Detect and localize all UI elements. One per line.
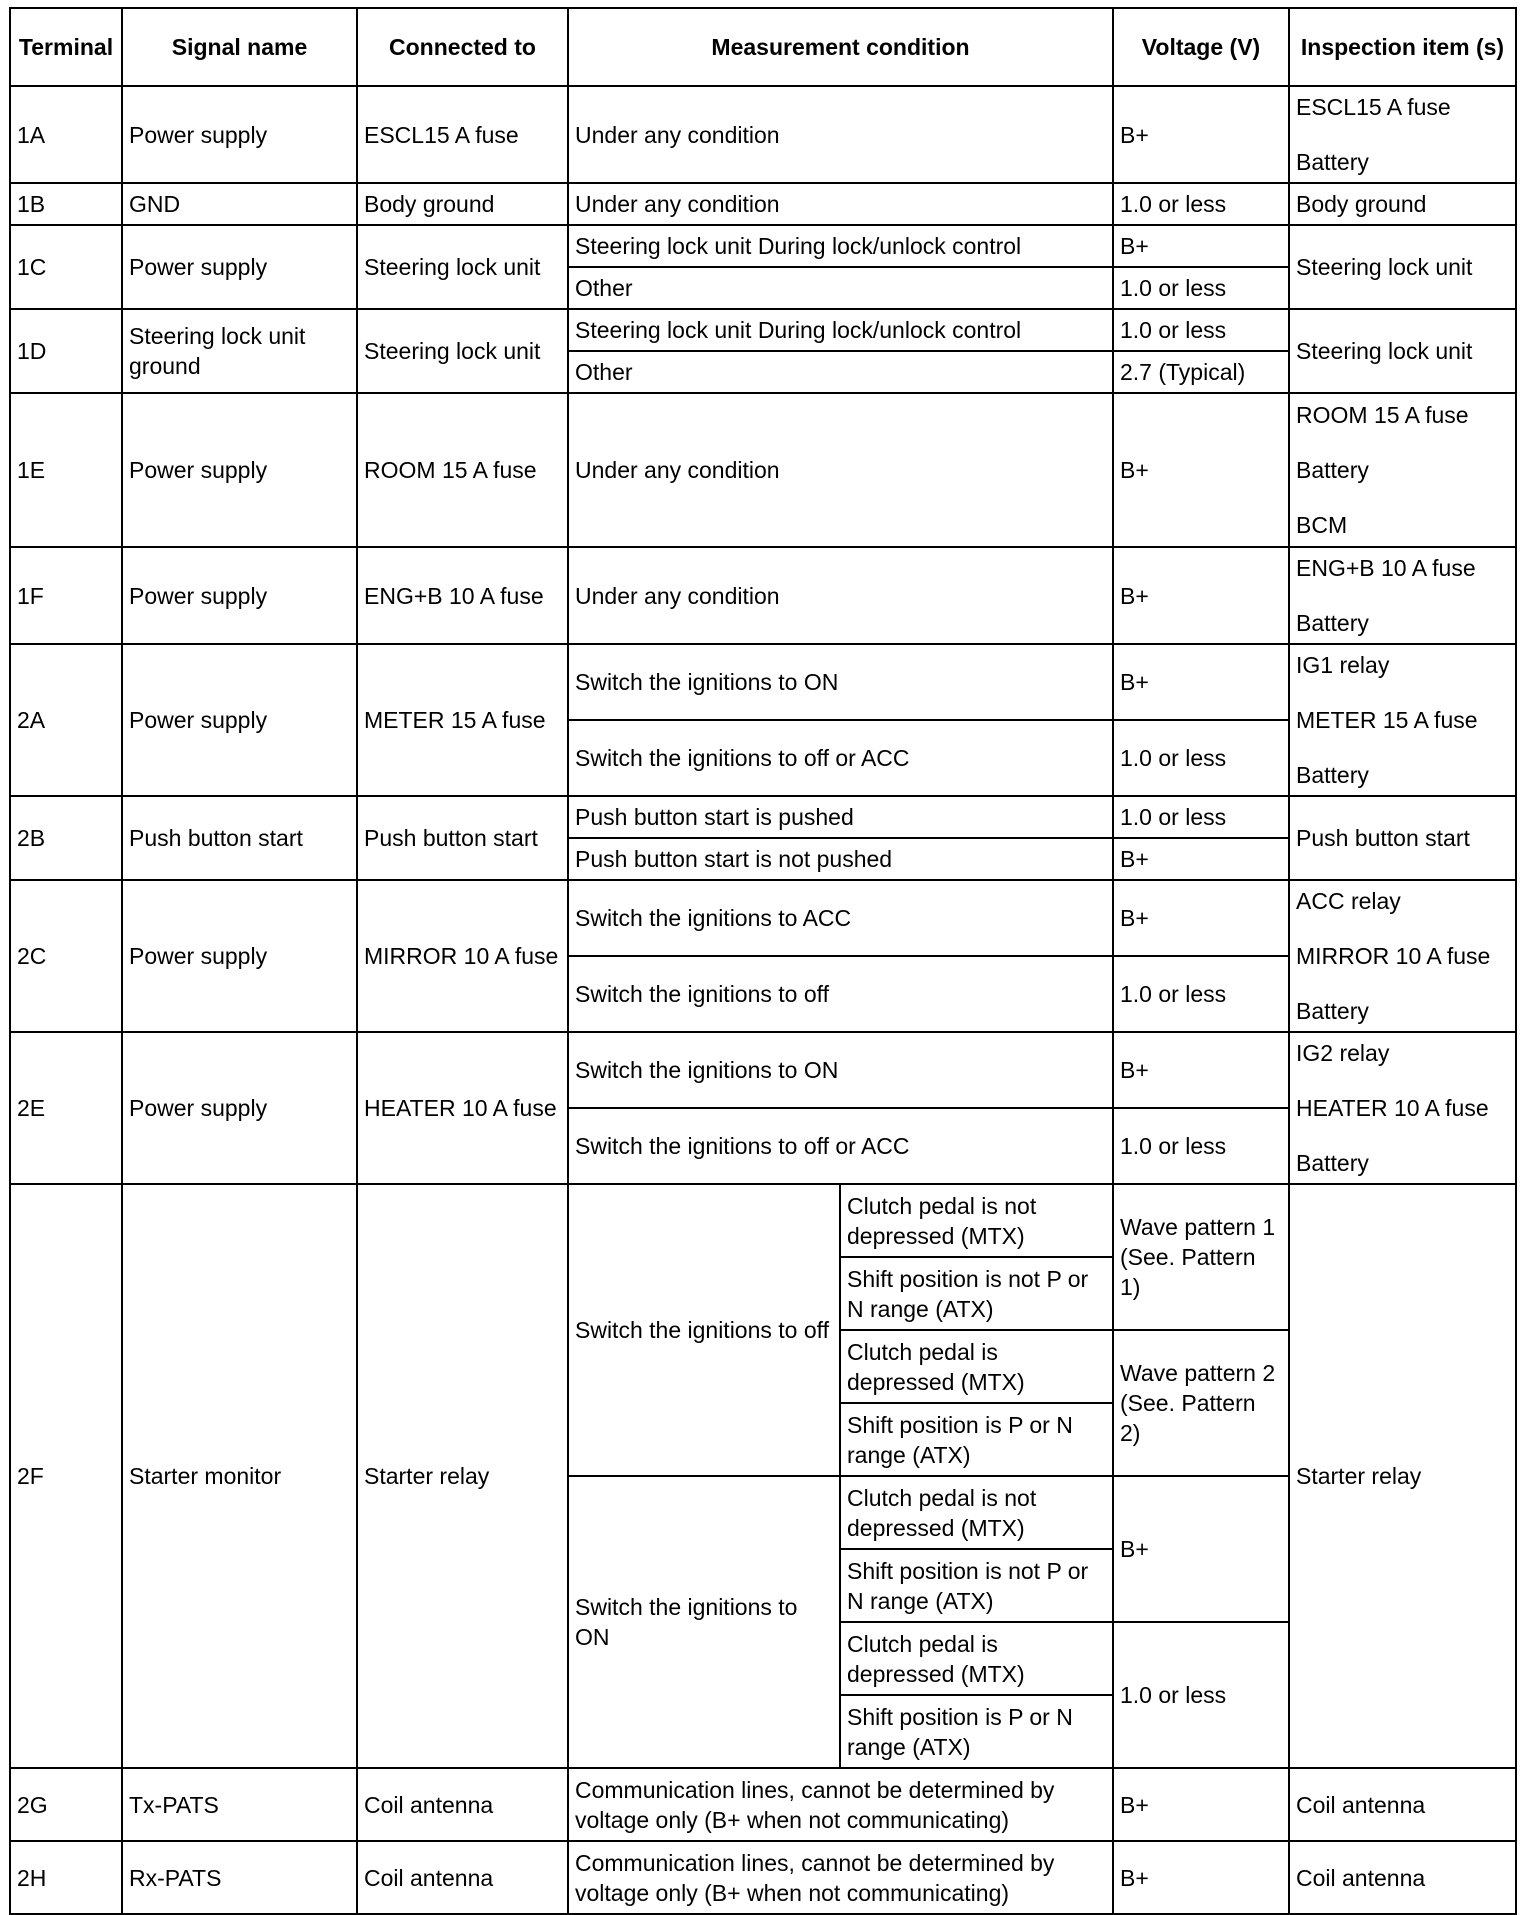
inspection-item: METER 15 A fuse — [1296, 707, 1478, 733]
connected-cell: Coil antenna — [357, 1841, 568, 1914]
table-row — [10, 547, 1516, 644]
table-row — [10, 796, 1516, 838]
inspection-cell: Coil antenna — [1289, 1768, 1516, 1841]
connected-cell: ESCL15 A fuse — [357, 86, 568, 183]
inspection-item: Battery — [1296, 457, 1369, 483]
voltage-cell: Wave pattern 1 (See. Pattern 1) — [1113, 1184, 1289, 1330]
condition-cell: Steering lock unit During lock/unlock control — [568, 309, 1113, 351]
terminal-cell: 2A — [10, 644, 122, 796]
table-row — [10, 225, 1516, 267]
signal-cell: Rx-PATS — [122, 1841, 357, 1914]
voltage-cell: B+ — [1113, 1032, 1289, 1108]
inspection-item: ENG+B 10 A fuse — [1296, 555, 1476, 581]
table-row — [10, 880, 1516, 956]
signal-cell: Starter monitor — [122, 1184, 357, 1768]
header-row — [10, 8, 1516, 86]
condition-cell: Communication lines, cannot be determined by voltage only (B+ when not communicating) — [568, 1768, 1113, 1841]
voltage-cell: 1.0 or less — [1113, 796, 1289, 838]
condition-group-off: Switch the ignitions to off — [568, 1184, 840, 1476]
inspection-item: Battery — [1296, 610, 1369, 636]
voltage-cell: B+ — [1113, 86, 1289, 183]
inspection-item: MIRROR 10 A fuse — [1296, 943, 1491, 969]
sub-condition-cell: Clutch pedal is depressed (MTX) — [840, 1622, 1113, 1695]
inspection-cell: Steering lock unit — [1289, 225, 1516, 309]
table-row — [10, 183, 1516, 225]
terminal-cell: 1E — [10, 393, 122, 547]
voltage-cell: 1.0 or less — [1113, 956, 1289, 1032]
condition-cell: Switch the ignitions to off or ACC — [568, 720, 1113, 796]
signal-cell: GND — [122, 183, 357, 225]
voltage-cell: B+ — [1113, 880, 1289, 956]
sub-condition-cell: Clutch pedal is not depressed (MTX) — [840, 1184, 1113, 1257]
inspection-item: HEATER 10 A fuse — [1296, 1095, 1489, 1121]
voltage-cell: B+ — [1113, 1768, 1289, 1841]
terminal-cell: 2C — [10, 880, 122, 1032]
condition-cell: Under any condition — [568, 86, 1113, 183]
condition-cell: Under any condition — [568, 547, 1113, 644]
condition-cell: Steering lock unit During lock/unlock control — [568, 225, 1113, 267]
connected-cell: Coil antenna — [357, 1768, 568, 1841]
connected-cell: Steering lock unit — [357, 309, 568, 393]
condition-cell: Other — [568, 267, 1113, 309]
condition-cell: Communication lines, cannot be determined by voltage only (B+ when not communicating) — [568, 1841, 1113, 1914]
condition-cell: Under any condition — [568, 393, 1113, 547]
sub-condition-cell: Shift position is not P or N range (ATX) — [840, 1257, 1113, 1330]
inspection-item: BCM — [1296, 512, 1348, 538]
inspection-item: Battery — [1296, 762, 1369, 788]
voltage-cell: 1.0 or less — [1113, 1622, 1289, 1768]
signal-cell: Steering lock unit ground — [122, 309, 357, 393]
inspection-cell — [1289, 1032, 1516, 1184]
inspection-item: ROOM 15 A fuse — [1296, 402, 1469, 428]
header-measurement-condition: Measurement condition — [568, 8, 1113, 86]
connected-cell: ROOM 15 A fuse — [357, 393, 568, 547]
connected-cell: METER 15 A fuse — [357, 644, 568, 796]
inspection-cell: Body ground — [1289, 183, 1516, 225]
voltage-cell: 1.0 or less — [1113, 720, 1289, 796]
voltage-cell: 1.0 or less — [1113, 267, 1289, 309]
voltage-cell: 2.7 (Typical) — [1113, 351, 1289, 393]
sub-condition-cell: Shift position is not P or N range (ATX) — [840, 1549, 1113, 1622]
signal-cell: Power supply — [122, 880, 357, 1032]
inspection-cell — [1289, 86, 1516, 183]
terminal-cell: 1B — [10, 183, 122, 225]
terminal-cell: 2H — [10, 1841, 122, 1914]
sub-condition-cell: Clutch pedal is depressed (MTX) — [840, 1330, 1113, 1403]
inspection-cell: Push button start — [1289, 796, 1516, 880]
terminal-cell: 2G — [10, 1768, 122, 1841]
condition-cell: Other — [568, 351, 1113, 393]
connected-cell: ENG+B 10 A fuse — [357, 547, 568, 644]
signal-cell: Power supply — [122, 1032, 357, 1184]
connected-cell: Steering lock unit — [357, 225, 568, 309]
inspection-cell — [1289, 547, 1516, 644]
voltage-cell: 1.0 or less — [1113, 309, 1289, 351]
connected-cell: MIRROR 10 A fuse — [357, 880, 568, 1032]
connected-cell: Body ground — [357, 183, 568, 225]
terminal-cell: 2B — [10, 796, 122, 880]
terminal-cell: 1D — [10, 309, 122, 393]
terminal-cell: 2E — [10, 1032, 122, 1184]
table-row — [10, 1184, 1516, 1257]
table-row — [10, 644, 1516, 720]
inspection-item: ACC relay — [1296, 888, 1401, 914]
condition-cell: Push button start is not pushed — [568, 838, 1113, 880]
header-connected-to: Connected to — [357, 8, 568, 86]
table-row — [10, 1768, 1516, 1841]
signal-cell: Power supply — [122, 86, 357, 183]
terminal-cell: 1A — [10, 86, 122, 183]
voltage-cell: 1.0 or less — [1113, 183, 1289, 225]
condition-cell: Switch the ignitions to off or ACC — [568, 1108, 1113, 1184]
signal-cell: Power supply — [122, 225, 357, 309]
inspection-cell — [1289, 393, 1516, 547]
table-row — [10, 309, 1516, 351]
sub-condition-cell: Clutch pedal is not depressed (MTX) — [840, 1476, 1113, 1549]
condition-cell: Switch the ignitions to off — [568, 956, 1113, 1032]
table-row — [10, 1032, 1516, 1108]
inspection-item: Battery — [1296, 1150, 1369, 1176]
voltage-cell: B+ — [1113, 225, 1289, 267]
voltage-cell: B+ — [1113, 1476, 1289, 1622]
connected-cell: Push button start — [357, 796, 568, 880]
condition-cell: Under any condition — [568, 183, 1113, 225]
table-row — [10, 393, 1516, 547]
connected-cell: HEATER 10 A fuse — [357, 1032, 568, 1184]
inspection-item: IG1 relay — [1296, 652, 1390, 678]
condition-cell: Switch the ignitions to ON — [568, 1032, 1113, 1108]
signal-cell: Tx-PATS — [122, 1768, 357, 1841]
sub-condition-cell: Shift position is P or N range (ATX) — [840, 1403, 1113, 1476]
header-voltage: Voltage (V) — [1113, 8, 1289, 86]
table-row — [10, 86, 1516, 183]
inspection-cell — [1289, 880, 1516, 1032]
condition-group-on: Switch the ignitions to ON — [568, 1476, 840, 1768]
inspection-cell — [1289, 644, 1516, 796]
signal-cell: Power supply — [122, 393, 357, 547]
table-row — [10, 1841, 1516, 1914]
terminal-cell: 1F — [10, 547, 122, 644]
signal-cell: Power supply — [122, 644, 357, 796]
inspection-cell: Coil antenna — [1289, 1841, 1516, 1914]
connected-cell: Starter relay — [357, 1184, 568, 1768]
terminal-cell: 2F — [10, 1184, 122, 1768]
voltage-cell: B+ — [1113, 838, 1289, 880]
voltage-cell: B+ — [1113, 1841, 1289, 1914]
condition-cell: Switch the ignitions to ON — [568, 644, 1113, 720]
inspection-item: IG2 relay — [1296, 1040, 1390, 1066]
condition-cell: Push button start is pushed — [568, 796, 1113, 838]
inspection-cell: Steering lock unit — [1289, 309, 1516, 393]
voltage-cell: 1.0 or less — [1113, 1108, 1289, 1184]
sub-condition-cell: Shift position is P or N range (ATX) — [840, 1695, 1113, 1768]
signal-cell: Power supply — [122, 547, 357, 644]
terminal-voltage-table — [9, 7, 1517, 1915]
header-signal-name: Signal name — [122, 8, 357, 86]
inspection-item: Battery — [1296, 998, 1369, 1024]
voltage-cell: Wave pattern 2 (See. Pattern 2) — [1113, 1330, 1289, 1476]
condition-cell: Switch the ignitions to ACC — [568, 880, 1113, 956]
inspection-item: Battery — [1296, 149, 1369, 175]
terminal-cell: 1C — [10, 225, 122, 309]
header-terminal: Terminal — [10, 8, 122, 86]
header-inspection-item: Inspection item (s) — [1289, 8, 1516, 86]
signal-cell: Push button start — [122, 796, 357, 880]
inspection-cell: Starter relay — [1289, 1184, 1516, 1768]
voltage-cell: B+ — [1113, 547, 1289, 644]
voltage-cell: B+ — [1113, 644, 1289, 720]
voltage-cell: B+ — [1113, 393, 1289, 547]
inspection-item: ESCL15 A fuse — [1296, 94, 1451, 120]
